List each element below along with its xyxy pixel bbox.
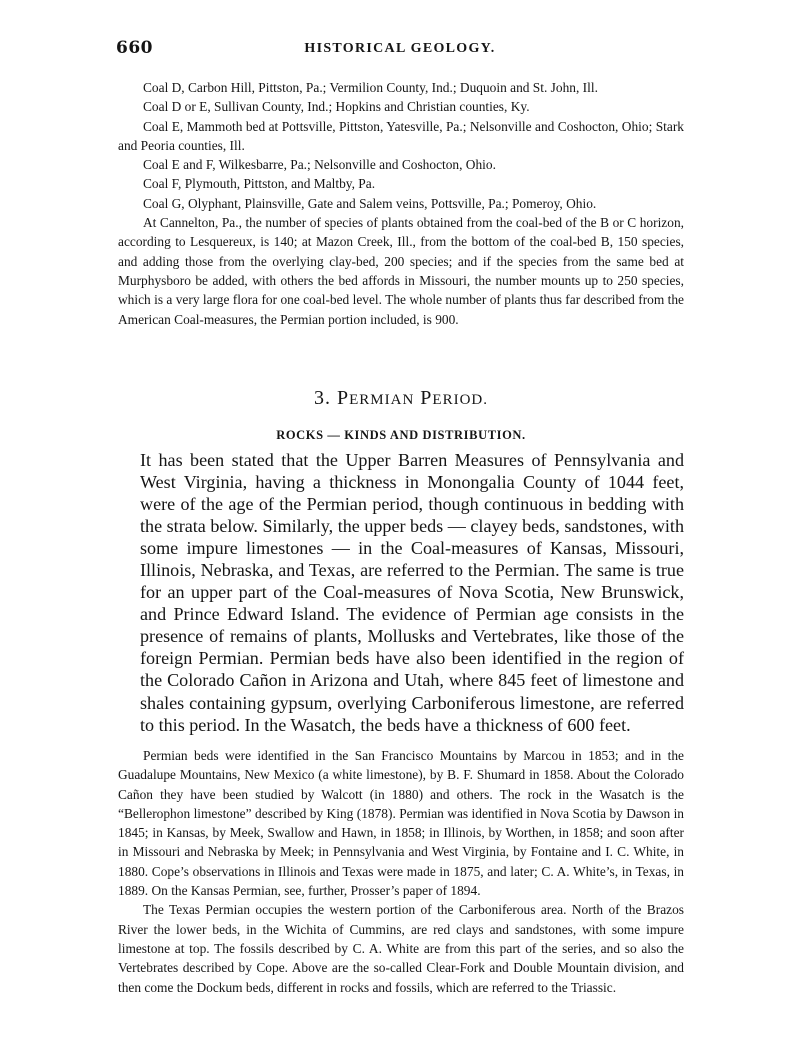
notes-block — [118, 746, 684, 997]
locality-paragraph: Coal D or E, Sullivan County, Ind.; Hopkins and Christian counties, Ky. — [143, 99, 530, 115]
locality-paragraph: Coal F, Plymouth, Pittston, and Maltby, Pa. — [143, 176, 376, 192]
section-title-smallcaps: ERIOD. — [432, 392, 488, 408]
subheading: ROCKS — KINDS AND DISTRIBUTION. — [276, 428, 526, 442]
section-title-initial: P — [337, 387, 350, 409]
coal-localities-block — [118, 78, 684, 329]
locality-paragraph: Coal E, Mammoth bed at Pottsville, Pittston, Yatesville, Pa.; Nelsonville and Coshocton, Ohio; Stark and Peoria counties, Ill. — [118, 118, 684, 153]
notes-paragraph: Permian beds were identified in the San Francisco Mountains by Marcou in 1853; and in the Guadalupe Mountains, New Mexico (a white limestone), by B. F. Shumard in 1858. About the Colorado Cañon they have been studied by Walcott (in 1880) and others. The rock in the Wasatch is the “Bellerophon limestone” described by King (1878). Permian was identified in Nova Scotia by Dawson in 1845; in Kansas, by Meek, Swallow and Hawn, in 1858; in Illinois, by Worthen, in 1858; and soon after in Missouri and Nebraska by Meek; in Pennsylvania and West Virginia, by Fontaine and I. C. White, in 1880. Cope’s observations in Illinois and Texas were made in 1875, and later; C. A. White’s, in Texas, in 1889. On the Kansas Permian, see, further, Prosser’s paper of 1894. — [118, 748, 684, 899]
locality-paragraph: Coal G, Olyphant, Plainsville, Gate and Salem veins, Pottsville, Pa.; Pomeroy, Ohio. — [143, 195, 597, 211]
flora-paragraph: At Cannelton, Pa., the number of species of plants obtained from the coal-bed of the B or C horizon, according to Lesquereux, is 140; at Mazon Creek, Ill., from the bottom of the coal-bed B, 150 species, and adding those from the overlying clay-bed, 200 species; and if the species from the same bed at Murphysboro be added, with others the bed affords in Missouri, the number mounts up to 250 species, which is a very large flora for one coal-bed level. The whole number of plants thus far described from the American Coal-measures, the Permian portion included, is 900. — [118, 215, 684, 327]
page-header — [116, 38, 684, 62]
locality-paragraph: Coal D, Carbon Hill, Pittston, Pa.; Vermilion County, Ind.; Duquoin and St. John, Ill. — [143, 80, 598, 95]
section-number: 3. — [314, 387, 331, 409]
page-number: 660 — [116, 38, 153, 58]
running-title: HISTORICAL GEOLOGY. — [304, 41, 496, 56]
section-title — [118, 387, 684, 410]
notes-paragraph: The Texas Permian occupies the western portion of the Carboniferous area. North of the Brazos River the lower beds, in the Wichita of Cummins, are red clays and sandstones, with some impure limestone at top. The fossils described by C. A. White are from this part of the series, and so also the Vertebrates described by Cope. Above are the so-called Clear-Fork and Double Mountain division, and then come the Dockum beds, different in rocks and fossils, which are referred to the Triassic. — [118, 902, 684, 995]
section-title-initial: P — [420, 387, 433, 409]
section-title-smallcaps: ERMIAN — [349, 392, 415, 408]
main-paragraph: It has been stated that the Upper Barren Measures of Pennsylvania and West Virginia, having a thickness in Monongalia County of 1044 feet, were of the age of the Permian period, though continuous in bedding with the strata below. Similarly, the upper beds — clayey beds, sandstones, with some impure limestones — in the Coal-measures of Kansas, Missouri, Illinois, Nebraska, and Texas, are referred to the Permian. The same is true for an upper part of the Coal-measures of Nova Scotia, New Brunswick, and Prince Edward Island. The evidence of Permian age consists in the presence of remains of plants, Mollusks and Vertebrates, like those of the foreign Permian. Permian beds have also been identified in the region of the Colorado Cañon in Arizona and Utah, where 845 feet of limestone and shales containing gypsum, overlying Carboniferous limestone, are referred to this period. In the Wasatch, the beds have a thickness of 600 feet. — [140, 450, 684, 735]
locality-paragraph: Coal E and F, Wilkesbarre, Pa.; Nelsonville and Coshocton, Ohio. — [143, 157, 496, 173]
